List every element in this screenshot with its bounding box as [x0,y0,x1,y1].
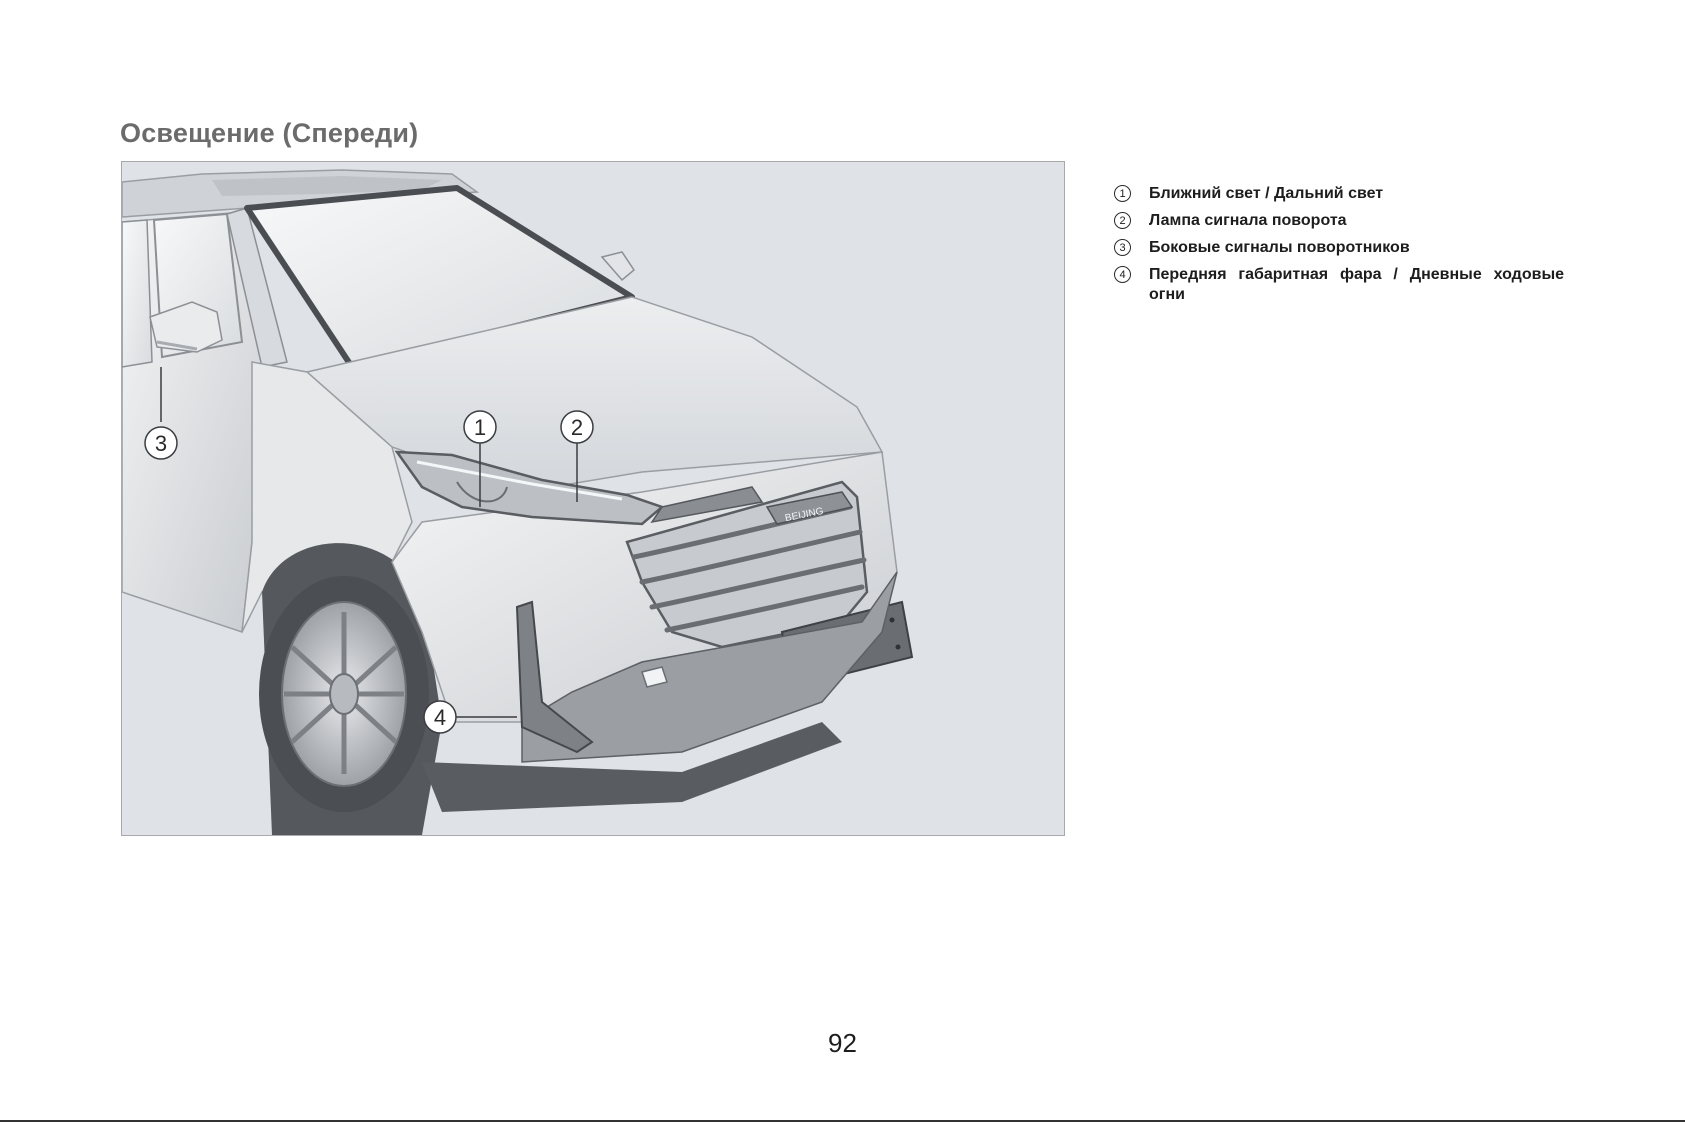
callout-4-label: 4 [433,705,447,730]
callout-3-label: 3 [154,431,168,456]
bottom-rule [0,1120,1685,1122]
legend-text: Боковые сигналы поворотников [1149,239,1410,256]
car-illustration-svg [122,162,1064,835]
callout-2-label: 2 [570,415,584,440]
legend-list [1114,184,1564,312]
legend-text: Лампа сигнала поворота [1149,212,1347,229]
legend-number: 4 [1114,266,1131,283]
callout-1 [464,411,496,443]
legend-item [1114,238,1564,258]
page-number: 92 [828,1028,857,1058]
legend-text: Ближний свет / Дальний свет [1149,185,1384,202]
legend-number: 1 [1114,185,1131,202]
callout-3 [145,427,177,459]
legend-item [1114,265,1564,305]
legend-number: 2 [1114,212,1131,229]
legend-item [1114,184,1564,204]
brand-badge: BEIJING [784,505,825,525]
page-title: Освещение (Спереди) [120,118,419,148]
callout-1-label: 1 [473,415,487,440]
callout-2 [561,411,593,443]
legend-number: 3 [1114,239,1131,256]
callout-4 [424,701,456,733]
legend-item [1114,211,1564,231]
legend-text: Передняя габаритная фара / Дневные ходовые огни [1149,266,1564,303]
car-front-illustration [121,161,1065,836]
